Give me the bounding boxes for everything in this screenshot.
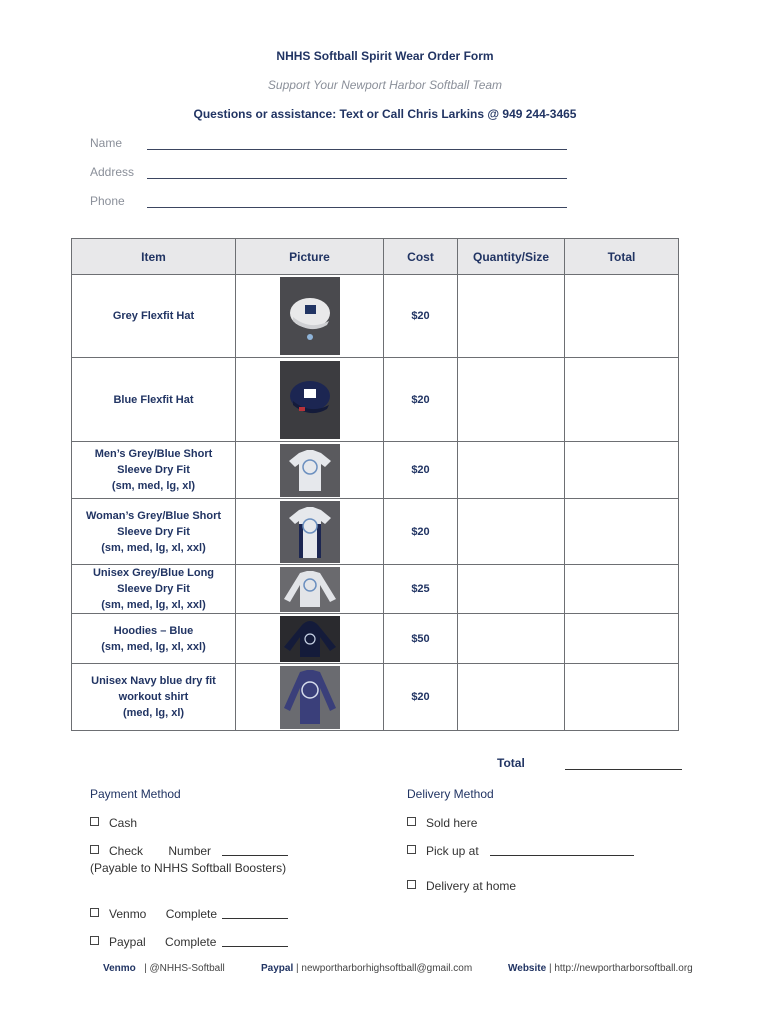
total-cell[interactable] bbox=[565, 614, 679, 664]
table-row bbox=[72, 358, 679, 442]
column-header: Total bbox=[565, 239, 679, 275]
total-cell[interactable] bbox=[565, 499, 679, 565]
blue-hat-photo bbox=[280, 361, 340, 439]
checkbox-icon[interactable] bbox=[407, 880, 416, 889]
quantity-size-cell[interactable] bbox=[458, 499, 565, 565]
table-row bbox=[72, 275, 679, 358]
pick-up-option[interactable]: Pick up at bbox=[407, 844, 634, 858]
item-name: Men’s Grey/Blue Short Sleeve Dry Fit (sm, med, lg, xl) bbox=[72, 442, 236, 499]
item-name: Blue Flexfit Hat bbox=[72, 358, 236, 442]
paypal-complete-field[interactable] bbox=[222, 936, 288, 947]
item-cost: $20 bbox=[384, 499, 458, 565]
checkbox-icon[interactable] bbox=[90, 908, 99, 917]
checkbox-icon[interactable] bbox=[90, 817, 99, 826]
item-cost: $25 bbox=[384, 565, 458, 614]
address-label: Address bbox=[90, 165, 135, 179]
venmo-complete-field[interactable] bbox=[222, 908, 288, 919]
home-delivery-option[interactable]: Delivery at home bbox=[407, 879, 516, 893]
footer-venmo: Venmo | @NHHS-Softball bbox=[103, 963, 225, 974]
navy-shirt-photo bbox=[280, 666, 340, 729]
venmo-option[interactable]: Venmo Complete bbox=[90, 907, 288, 921]
item-cost: $20 bbox=[384, 275, 458, 358]
item-name: Grey Flexfit Hat bbox=[72, 275, 236, 358]
item-name: Woman’s Grey/Blue Short Sleeve Dry Fit (sm, med, lg, xl, xxl) bbox=[72, 499, 236, 565]
column-header: Quantity/Size bbox=[458, 239, 565, 275]
pick-up-location-field[interactable] bbox=[490, 845, 634, 856]
grand-total-label: Total bbox=[497, 756, 525, 770]
order-table bbox=[71, 238, 679, 731]
check-option[interactable]: Check Number bbox=[90, 844, 288, 858]
check-note: (Payable to NHHS Softball Boosters) bbox=[90, 861, 287, 875]
form-title: NHHS Softball Spirit Wear Order Form bbox=[276, 49, 494, 63]
sold-here-option[interactable]: Sold here bbox=[407, 816, 477, 830]
phone-label: Phone bbox=[90, 194, 125, 208]
long-sleeve-photo bbox=[280, 567, 340, 612]
table-row bbox=[72, 565, 679, 614]
hoodie-photo bbox=[280, 616, 340, 662]
table-row bbox=[72, 664, 679, 731]
form-subtitle: Support Your Newport Harbor Softball Team bbox=[267, 78, 503, 92]
check-number-field[interactable] bbox=[222, 845, 288, 856]
womans-shirt-photo bbox=[280, 501, 340, 563]
checkbox-icon[interactable] bbox=[90, 845, 99, 854]
item-cost: $20 bbox=[384, 358, 458, 442]
item-cost: $50 bbox=[384, 614, 458, 664]
name-field[interactable] bbox=[147, 149, 567, 150]
address-field[interactable] bbox=[147, 178, 567, 179]
total-cell[interactable] bbox=[565, 358, 679, 442]
column-header: Item bbox=[72, 239, 236, 275]
item-cost: $20 bbox=[384, 442, 458, 499]
item-name: Unisex Navy blue dry fit workout shirt (med, lg, xl) bbox=[72, 664, 236, 731]
quantity-size-cell[interactable] bbox=[458, 358, 565, 442]
grey-hat-photo bbox=[280, 277, 340, 355]
quantity-size-cell[interactable] bbox=[458, 565, 565, 614]
footer-paypal: Paypal | newportharborhighsoftball@gmail.com bbox=[261, 963, 473, 974]
checkbox-icon[interactable] bbox=[407, 817, 416, 826]
total-cell[interactable] bbox=[565, 664, 679, 731]
column-header: Picture bbox=[236, 239, 384, 275]
grand-total-field[interactable] bbox=[565, 769, 682, 770]
item-name: Hoodies – Blue (sm, med, lg, xl, xxl) bbox=[72, 614, 236, 664]
item-name: Unisex Grey/Blue Long Sleeve Dry Fit (sm, med, lg, xl, xxl) bbox=[72, 565, 236, 614]
payment-heading: Payment Method bbox=[90, 787, 181, 801]
checkbox-icon[interactable] bbox=[90, 936, 99, 945]
paypal-option[interactable]: Paypal Complete bbox=[90, 935, 288, 949]
contact-line: Questions or assistance: Text or Call Chris Larkins @ 949 244-3465 bbox=[193, 107, 577, 121]
total-cell[interactable] bbox=[565, 442, 679, 499]
table-row bbox=[72, 499, 679, 565]
quantity-size-cell[interactable] bbox=[458, 664, 565, 731]
quantity-size-cell[interactable] bbox=[458, 442, 565, 499]
mens-shirt-photo bbox=[280, 444, 340, 497]
total-cell[interactable] bbox=[565, 565, 679, 614]
quantity-size-cell[interactable] bbox=[458, 275, 565, 358]
table-header-row bbox=[72, 239, 679, 275]
table-row bbox=[72, 442, 679, 499]
table-row bbox=[72, 614, 679, 664]
name-label: Name bbox=[90, 136, 123, 150]
cash-option[interactable]: Cash bbox=[90, 816, 137, 830]
checkbox-icon[interactable] bbox=[407, 845, 416, 854]
item-cost: $20 bbox=[384, 664, 458, 731]
delivery-heading: Delivery Method bbox=[407, 787, 494, 801]
column-header: Cost bbox=[384, 239, 458, 275]
footer-website: Website | http://newportharborsoftball.org bbox=[508, 963, 693, 974]
quantity-size-cell[interactable] bbox=[458, 614, 565, 664]
phone-field[interactable] bbox=[147, 207, 567, 208]
total-cell[interactable] bbox=[565, 275, 679, 358]
